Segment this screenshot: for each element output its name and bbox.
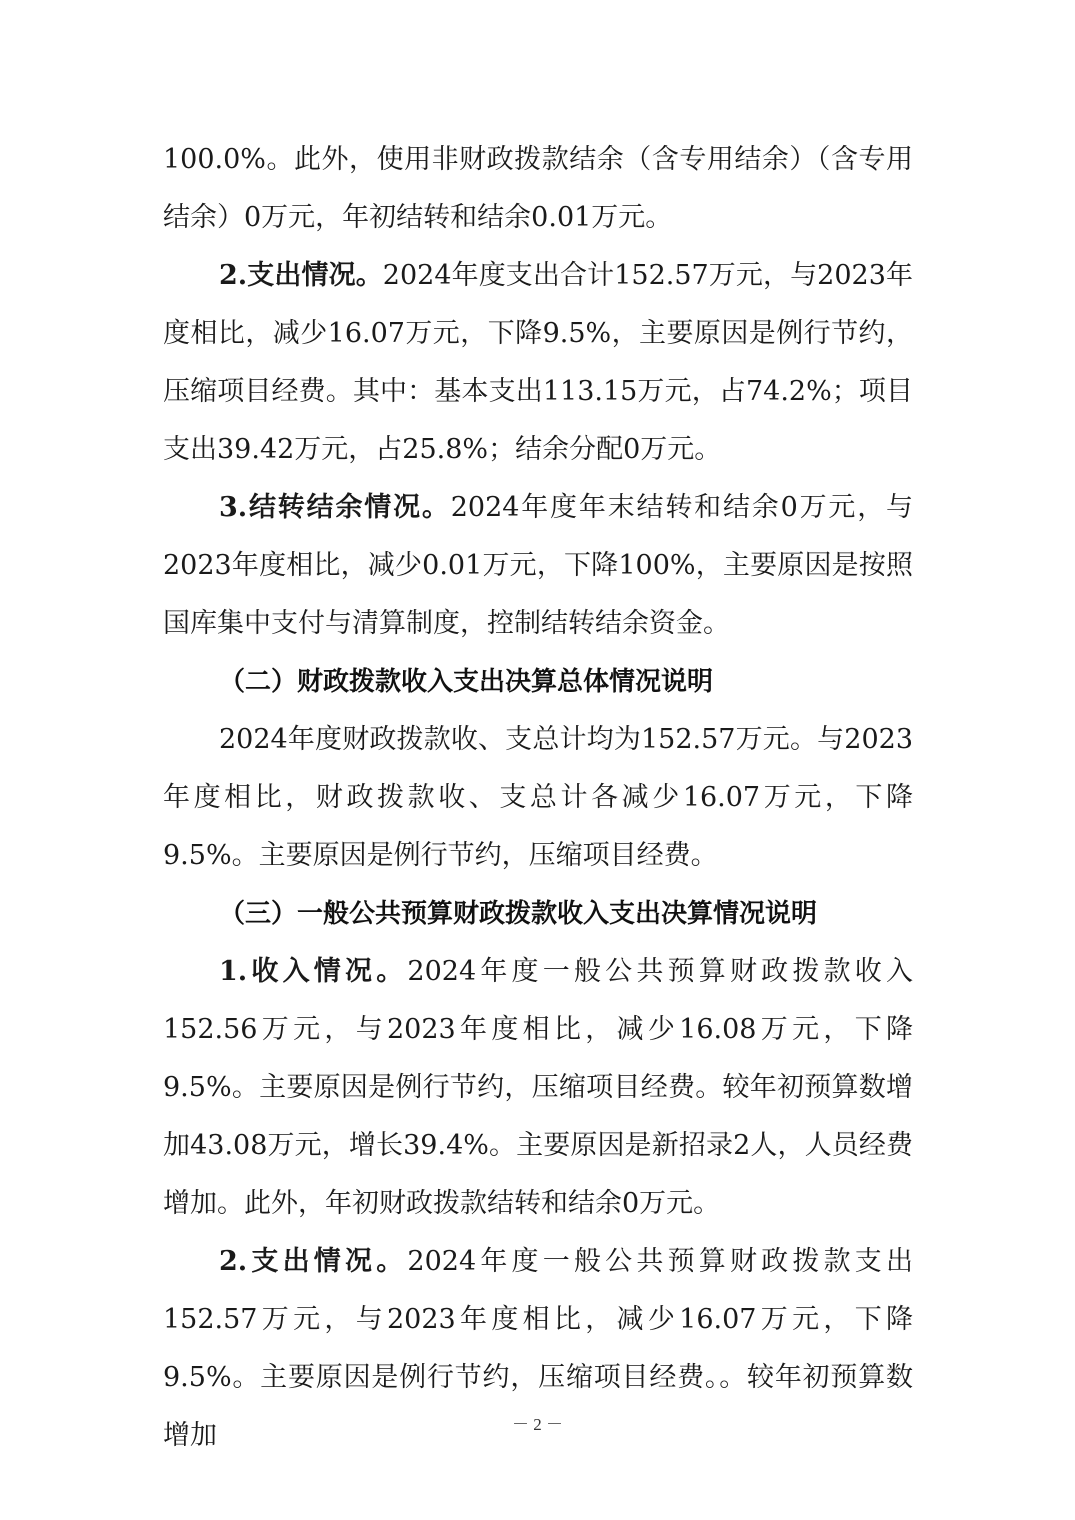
paragraph-text: 2024年度一般公共预算财政拨款支出152.57万元，与2023年度相比，减少16.07万元，下降9.5%。主要原因是例行节约，压缩项目经费。。较年初预算数增加 [163, 1246, 913, 1451]
paragraph-gp-income [163, 943, 913, 1233]
paragraph-lead: 3.结转结余情况。 [219, 492, 451, 523]
paragraph-expenditure [163, 247, 913, 479]
paragraph-text: 2024年度支出合计152.57万元，与2023年度相比，减少16.07万元，下降9.5%，主要原因是例行节约，压缩项目经费。其中：基本支出113.15万元，占74.2%；项目支出39.42万元，占25.8%；结余分配0万元。 [163, 260, 914, 465]
paragraph-text: 2024年度财政拨款收、支总计均为152.57万元。与2023年度相比，财政拨款收、支总计各减少16.07万元，下降9.5%。主要原因是例行节约，压缩项目经费。 [163, 724, 913, 871]
paragraph-lead: 2.支出情况。 [219, 260, 383, 291]
paragraph-carryover [163, 479, 913, 653]
paragraph-text: 100.0%。此外，使用非财政拨款结余（含专用结余）（含专用结余）0万元，年初结转和结余0.01万元。 [163, 144, 913, 233]
paragraph-fiscal-overall [163, 711, 913, 885]
paragraph-text: 2024年度一般公共预算财政拨款收入152.56万元，与2023年度相比，减少16.08万元，下降9.5%。主要原因是例行节约，压缩项目经费。较年初预算数增加43.08万元，增长39.4%。主要原因是新招录2人，人员经费增加。此外，年初财政拨款结转和结余0万元。 [163, 956, 913, 1219]
section-heading-general-public-budget: （三）一般公共预算财政拨款收入支出决算情况说明 [219, 899, 818, 929]
paragraph-lead: 2.支出情况。 [219, 1246, 408, 1277]
page-number: － 2 － [512, 1415, 563, 1434]
paragraph-text: 2024年度年末结转和结余0万元，与2023年度相比，减少0.01万元，下降100%，主要原因是按照国库集中支付与清算制度，控制结转结余资金。 [163, 492, 914, 639]
section-heading-fiscal-overall: （二）财政拨款收入支出决算总体情况说明 [219, 667, 714, 697]
document-body [163, 131, 913, 1465]
paragraph-lead: 1.收入情况。 [219, 956, 408, 987]
paragraph-continuation [163, 131, 913, 247]
